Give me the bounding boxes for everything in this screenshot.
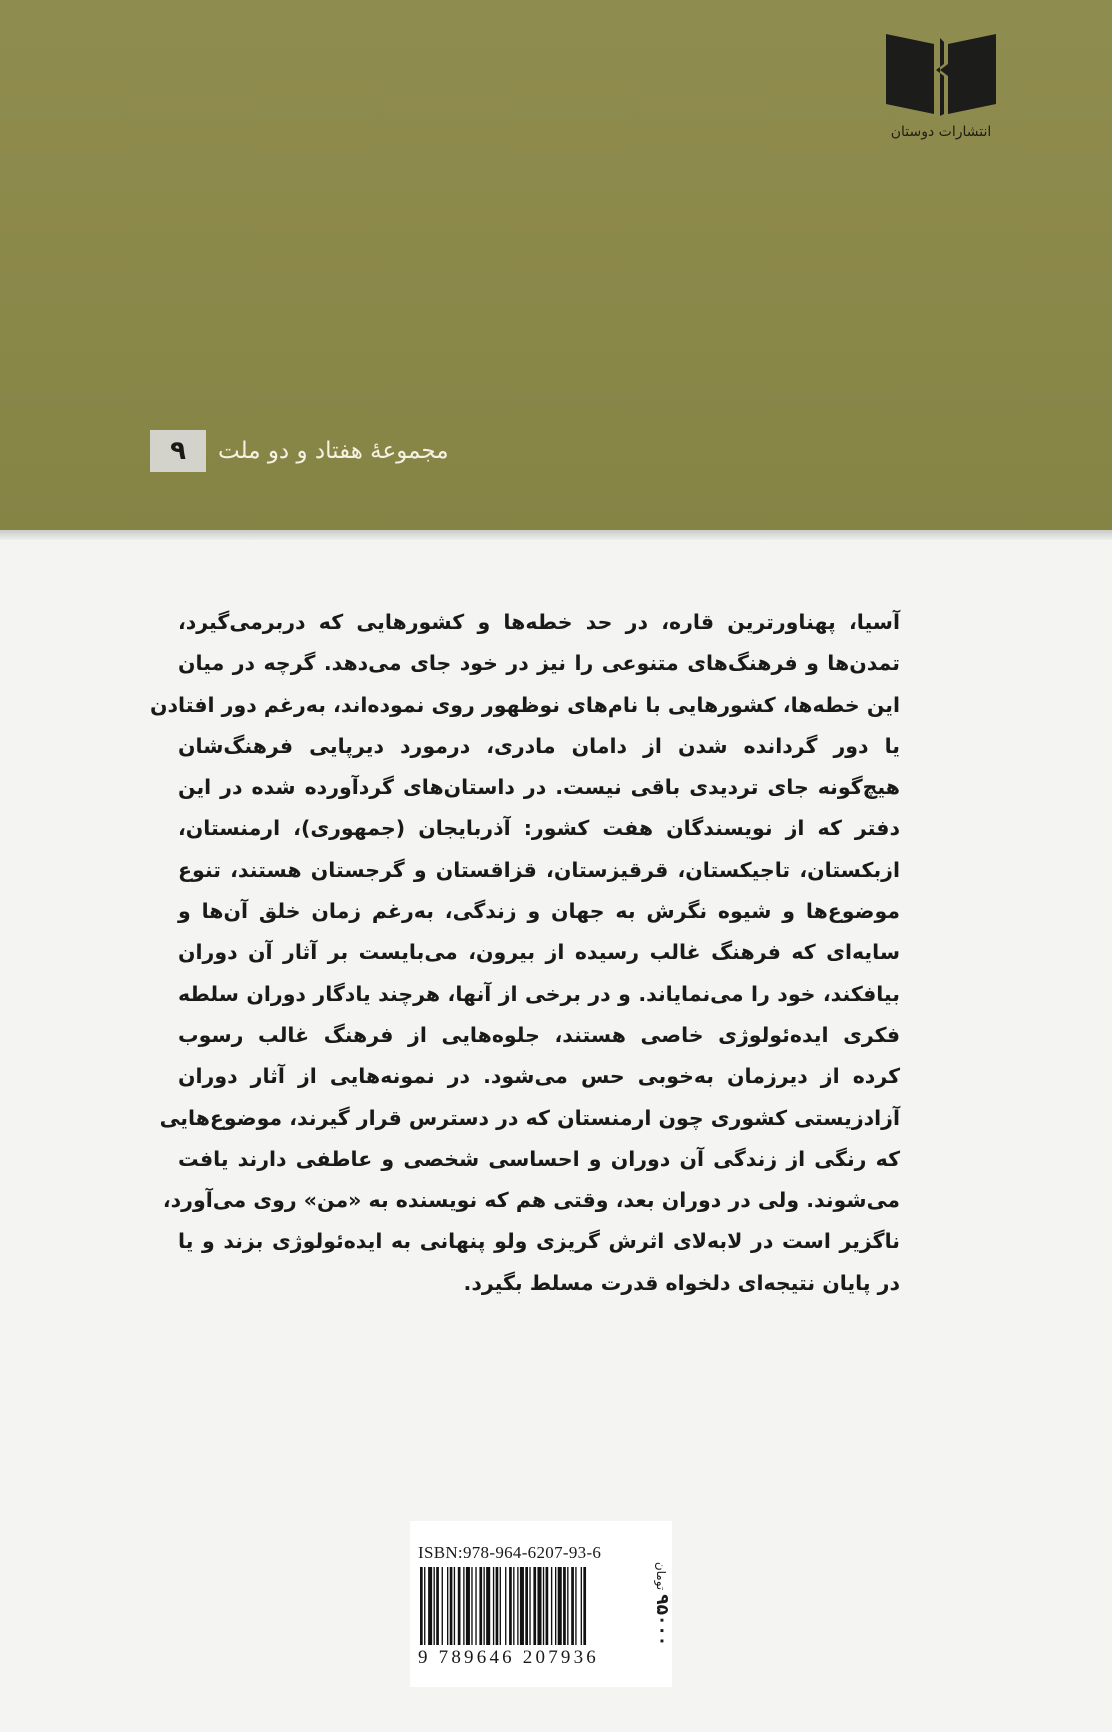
barcode-bar xyxy=(434,1567,435,1645)
barcode-bar xyxy=(558,1567,562,1645)
barcode-bar xyxy=(486,1567,490,1645)
barcode-bar xyxy=(450,1567,453,1645)
barcode-bar xyxy=(525,1567,528,1645)
barcode-bar xyxy=(428,1567,432,1645)
blurb-line: هیچ‌گونه جای تردیدی باقی نیست. در داستان‌های گردآورده شده در این xyxy=(178,775,900,800)
barcode-bar xyxy=(546,1567,549,1645)
price-value: ۹۵۰۰۰ xyxy=(652,1594,672,1647)
olive-header-band xyxy=(0,0,1112,530)
blurb-line: ازبکستان، تاجیکستان، قرقیزستان، قزاقستان و گرجستان هستند، تنوع xyxy=(178,857,900,882)
barcode-bar xyxy=(543,1567,544,1645)
blurb-line: این خطه‌ها، کشورهایی با نام‌های نوظهور روی نموده‌اند، به‌رغم دور افتادن xyxy=(150,692,900,717)
blurb-line: فکری ایده‌ئولوژی خاصی هستند، جلوه‌هایی از فرهنگ غالب رسوب xyxy=(178,1022,900,1047)
blurb-line: ناگزیر است در لابه‌لای اثرش گریزی ولو پنهانی به ایده‌ئولوژی بزند و یا xyxy=(178,1229,900,1254)
barcode-bar xyxy=(551,1567,552,1645)
band-divider xyxy=(0,530,1112,540)
barcode-bar xyxy=(567,1567,568,1645)
barcode-bar xyxy=(571,1567,574,1645)
barcode-bar xyxy=(436,1567,439,1645)
barcode-bar xyxy=(520,1567,524,1645)
barcode-bar xyxy=(442,1567,443,1645)
blurb-line: یا دور گردانده شدن از دامان مادری، درمورد دیرپایی فرهنگ‌شان xyxy=(178,733,900,758)
blurb-line: در پایان نتیجه‌ای دلخواه قدرت مسلط بگیرد. xyxy=(463,1270,900,1295)
series-number-badge: ۹ xyxy=(150,430,206,472)
blurb-line: آسیا، پهناورترین قاره، در حد خطه‌ها و کشورهایی که دربرمی‌گیرد، xyxy=(178,610,900,634)
barcode-bar xyxy=(581,1567,582,1645)
publisher-name: انتشارات دوستان xyxy=(890,124,992,140)
barcode-bar xyxy=(517,1567,518,1645)
barcode-bar xyxy=(424,1567,425,1645)
barcode-bar xyxy=(420,1567,423,1645)
barcode-bar xyxy=(463,1567,464,1645)
barcode-bar xyxy=(483,1567,484,1645)
barcode-bar xyxy=(533,1567,536,1645)
blurb-line: کرده از دیرزمان به‌خوبی حس می‌شود. در نمونه‌هایی از آثار دوران xyxy=(178,1064,900,1089)
blurb-line: تمدن‌ها و فرهنگ‌های متنوعی را نیز در خود جای می‌دهد. گرچه در میان xyxy=(178,651,900,676)
barcode-bars xyxy=(420,1567,640,1647)
blurb-line: سایه‌ای که فرهنگ غالب رسیده از بیرون، می‌بایست بر آثار آن دوران xyxy=(178,940,900,965)
publisher-logo xyxy=(866,30,1016,150)
blurb-line: که رنگی از زندگی آن دوران و احساسی شخصی و عاطفی دارند یافت xyxy=(178,1146,900,1171)
barcode-bar xyxy=(479,1567,482,1645)
barcode-bar xyxy=(575,1567,576,1645)
barcode-bar xyxy=(513,1567,514,1645)
barcode-bar xyxy=(509,1567,512,1645)
blurb-line: می‌شوند. ولی در دوران بعد، وقتی هم که نویسنده به «من» روی می‌آورد، xyxy=(162,1188,900,1213)
barcode-digits: 9 789646 207936 xyxy=(418,1647,599,1668)
barcode-bar xyxy=(583,1567,586,1645)
barcode-bar xyxy=(454,1567,455,1645)
isbn-label: ISBN:978-964-6207-93-6 xyxy=(418,1543,602,1562)
barcode-bar xyxy=(471,1567,472,1645)
series-title: مجموعهٔ هفتاد و دو ملت xyxy=(218,438,449,464)
barcode-bar xyxy=(555,1567,556,1645)
blurb-text xyxy=(150,602,900,1304)
blurb-line: آزادزیستی کشوری چون ارمنستان که در دسترس قرار گیرند، موضوع‌هایی xyxy=(159,1105,900,1130)
barcode-bar xyxy=(500,1567,501,1645)
barcode-block xyxy=(410,1521,672,1687)
barcode-bar xyxy=(505,1567,506,1645)
price-unit: تومان xyxy=(654,1561,668,1591)
blurb-line: دفتر که از نویسندگان هفت کشور: آذربایجان (جمهوری)، ارمنستان، xyxy=(178,816,900,841)
barcode-bar xyxy=(466,1567,470,1645)
barcode-bar xyxy=(563,1567,566,1645)
barcode-bar xyxy=(493,1567,494,1645)
barcode-bar xyxy=(529,1567,530,1645)
barcode-bar xyxy=(447,1567,448,1645)
blurb-line: بیافکند، خود را می‌نمایاند. و در برخی از آنها، هرچند یادگار دوران سلطه xyxy=(178,981,900,1006)
barcode-bar xyxy=(458,1567,461,1645)
barcode-bar xyxy=(496,1567,499,1645)
publisher-logo-mark xyxy=(884,30,998,118)
barcode-bar xyxy=(475,1567,476,1645)
blurb-line: موضوع‌ها و شیوه نگرش به جهان و زندگی، به‌رغم زمان خلق آن‌ها و xyxy=(178,899,900,924)
barcode-bar xyxy=(537,1567,541,1645)
price-label xyxy=(646,1543,672,1673)
series-line xyxy=(150,427,449,475)
